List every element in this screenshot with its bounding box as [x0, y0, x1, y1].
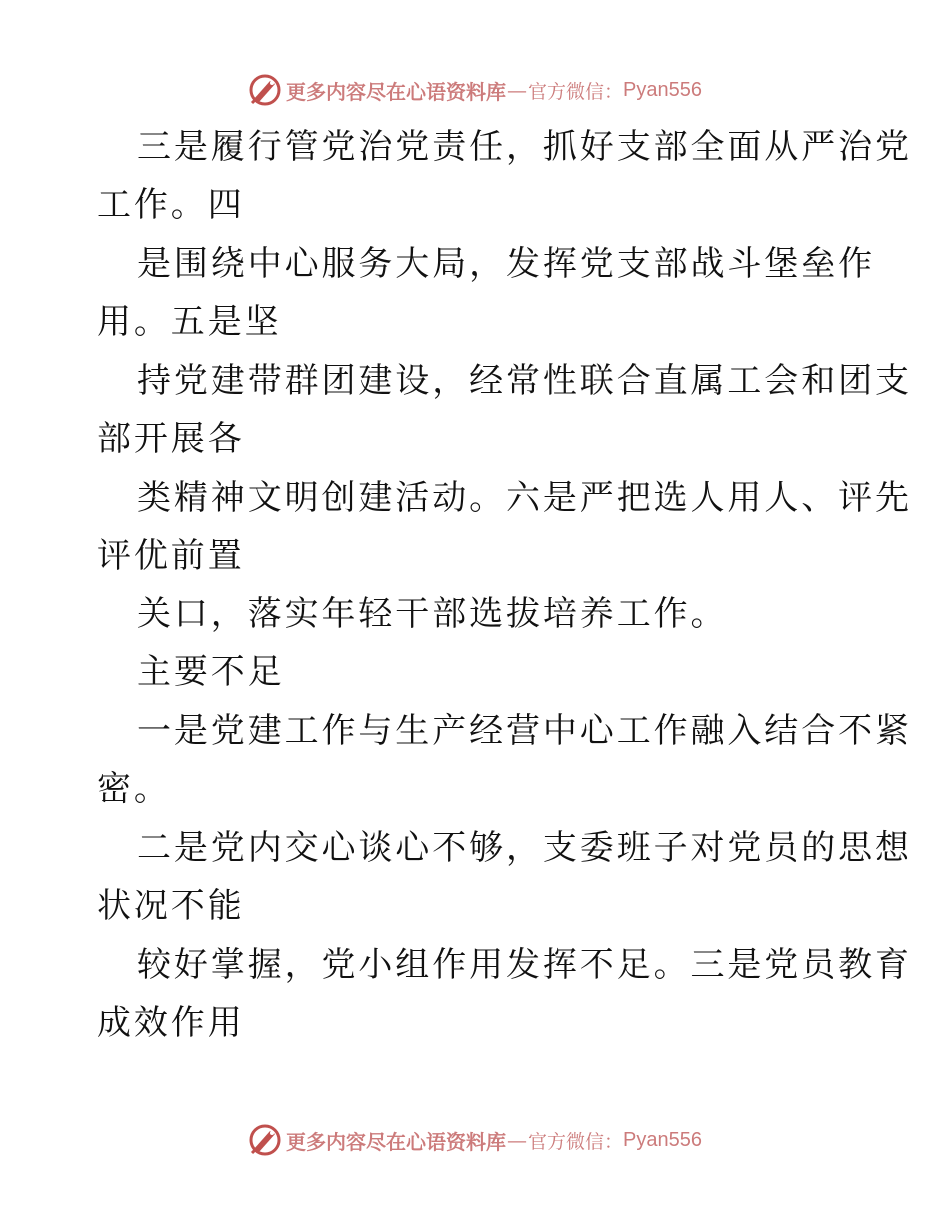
watermark-dash: — [507, 78, 527, 102]
watermark-label: 官方微信： [528, 1130, 624, 1153]
watermark-wechat-id: Pyan556 [623, 1128, 702, 1151]
paragraph-line: 一是党建工作与生产经营中心工作融入结合不紧 [137, 711, 912, 751]
paragraph-line: 状况不能 [97, 886, 245, 926]
paragraph-line: 持党建带群团建设，经常性联合直属工会和团支 [137, 361, 912, 401]
paragraph-line: 成效作用 [97, 1003, 245, 1043]
paragraph-line: 评优前置 [97, 536, 245, 576]
watermark-dash: — [507, 1128, 527, 1152]
paragraph-line: 二是党内交心谈心不够，支委班子对党员的思想 [137, 828, 912, 868]
pen-nib-logo-icon [248, 73, 282, 107]
watermark-wechat-id: Pyan556 [623, 78, 702, 101]
paragraph-line: 工作。四 [97, 185, 245, 225]
paragraph-line: 三是履行管党治党责任，抓好支部全面从严治党 [137, 127, 912, 167]
paragraph-line: 类精神文明创建活动。六是严把选人用人、评先 [137, 478, 912, 518]
watermark-site-text: 更多内容尽在心语资料库 [286, 1129, 506, 1154]
paragraph-line: 部开展各 [97, 419, 245, 459]
paragraph-line: 用。五是坚 [97, 302, 282, 342]
paragraph-line: 较好掌握，党小组作用发挥不足。三是党员教育 [137, 945, 912, 985]
watermark-label: 官方微信： [528, 80, 624, 103]
section-heading: 主要不足 [137, 652, 285, 692]
paragraph-line: 密。 [97, 769, 171, 809]
pen-nib-logo-icon [248, 1123, 282, 1157]
paragraph-line: 关口，落实年轻干部选拔培养工作。 [137, 594, 728, 634]
paragraph-line: 是围绕中心服务大局，发挥党支部战斗堡垒作 [137, 244, 875, 284]
watermark-site-text: 更多内容尽在心语资料库 [286, 79, 506, 104]
header-watermark [0, 70, 950, 110]
footer-watermark [0, 1120, 950, 1160]
